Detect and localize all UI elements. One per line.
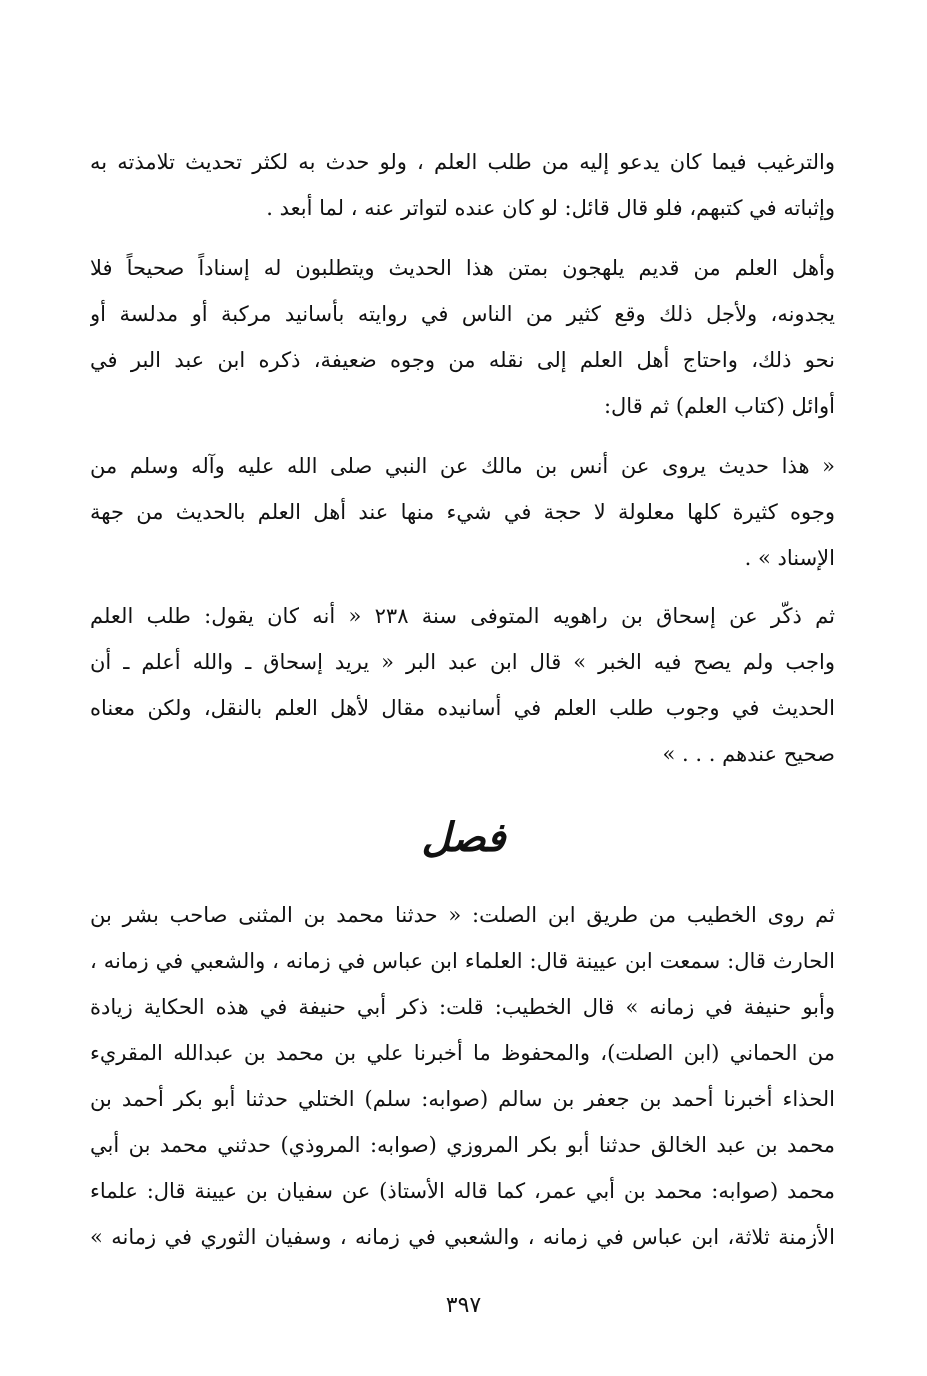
paragraph-1-line-2: وإثباته في كتبهم، فلو قال قائل: لو كان عنده لتواتر عنه ، لما أبعد .	[266, 196, 835, 220]
paragraph-4-line-2: واجب ولم يصح فيه الخبر » قال ابن عبد البر « يريد إسحاق ـ والله أعلم ـ أن	[90, 650, 835, 674]
paragraph-1-line-1: والترغيب فيما كان يدعو إليه من طلب العلم ، ولو حدث به لكثر تحديث تلامذته به	[90, 150, 835, 174]
paragraph-3-line-3: الإسناد » .	[744, 546, 835, 570]
paragraph-2-line-3: نحو ذلك، واحتاج أهل العلم إلى نقله من وجوه ضعيفة، ذكره ابن عبد البر في	[90, 348, 835, 372]
paragraph-5-line-3: وأبو حنيفة في زمانه » قال الخطيب: قلت: ذكر أبي حنيفة في هذه الحكاية زيادة	[90, 995, 835, 1019]
paragraph-2-line-1: وأهل العلم من قديم يلهجون بمتن هذا الحديث ويتطلبون له إسناداً صحيحاً فلا	[90, 256, 835, 280]
paragraph-3-line-2: وجوه كثيرة كلها معلولة لا حجة في شيء منها عند أهل العلم بالحديث من جهة	[90, 500, 835, 524]
paragraph-4-line-4: صحيح عندهم . . . »	[662, 742, 835, 766]
paragraph-5-line-4: من الحماني (ابن الصلت)، والمحفوظ ما أخبرنا علي بن محمد بن عبدالله المقريء	[90, 1041, 835, 1065]
paragraph-5-line-5: الحذاء أخبرنا أحمد بن جعفر بن سالم (صوابه: سلم) الختلي حدثنا أبو بكر أحمد بن	[90, 1087, 835, 1111]
paragraph-5-line-1: ثم روى الخطيب من طريق ابن الصلت: « حدثنا محمد بن المثنى صاحب بشر بن	[90, 903, 835, 927]
paragraph-2-line-4: أوائل (كتاب العلم) ثم قال:	[603, 394, 835, 418]
paragraph-4-line-1: ثم ذكّر عن إسحاق بن راهويه المتوفى سنة ٢٣٨ « أنه كان يقول: طلب العلم	[90, 604, 835, 628]
paragraph-3-line-1: « هذا حديث يروى عن أنس بن مالك عن النبي صلى الله عليه وآله وسلم من	[90, 454, 835, 478]
paragraph-5-line-8: الأزمنة ثلاثة، ابن عباس في زمانه ، والشعبي في زمانه ، وسفيان الثوري في زمانه »	[90, 1225, 835, 1249]
paragraph-5-line-6: محمد بن عبد الخالق حدثنا أبو بكر المروزي (صوابه: المروذي) حدثني محمد بن أبي	[90, 1133, 835, 1157]
paragraph-5-line-2: الحارث قال: سمعت ابن عيينة قال: العلماء ابن عباس في زمانه ، والشعبي في زمانه ،	[90, 949, 835, 973]
page-number: ٣٩٧	[445, 1293, 482, 1318]
paragraph-5-line-7: محمد (صوابه: محمد بن أبي عمر، كما قاله الأستاذ) عن سفيان بن عيينة قال: علماء	[90, 1179, 835, 1203]
paragraph-2-line-2: يجدونه، ولأجل ذلك وقع كثير من الناس في روايته بأسانيد مركبة أو مدلسة أو	[90, 302, 835, 326]
section-heading: فصل	[421, 814, 506, 861]
paragraph-4-line-3: الحديث في وجوب طلب العلم في أسانيده مقال لأهل العلم بالنقل، ولكن معناه	[90, 696, 835, 720]
